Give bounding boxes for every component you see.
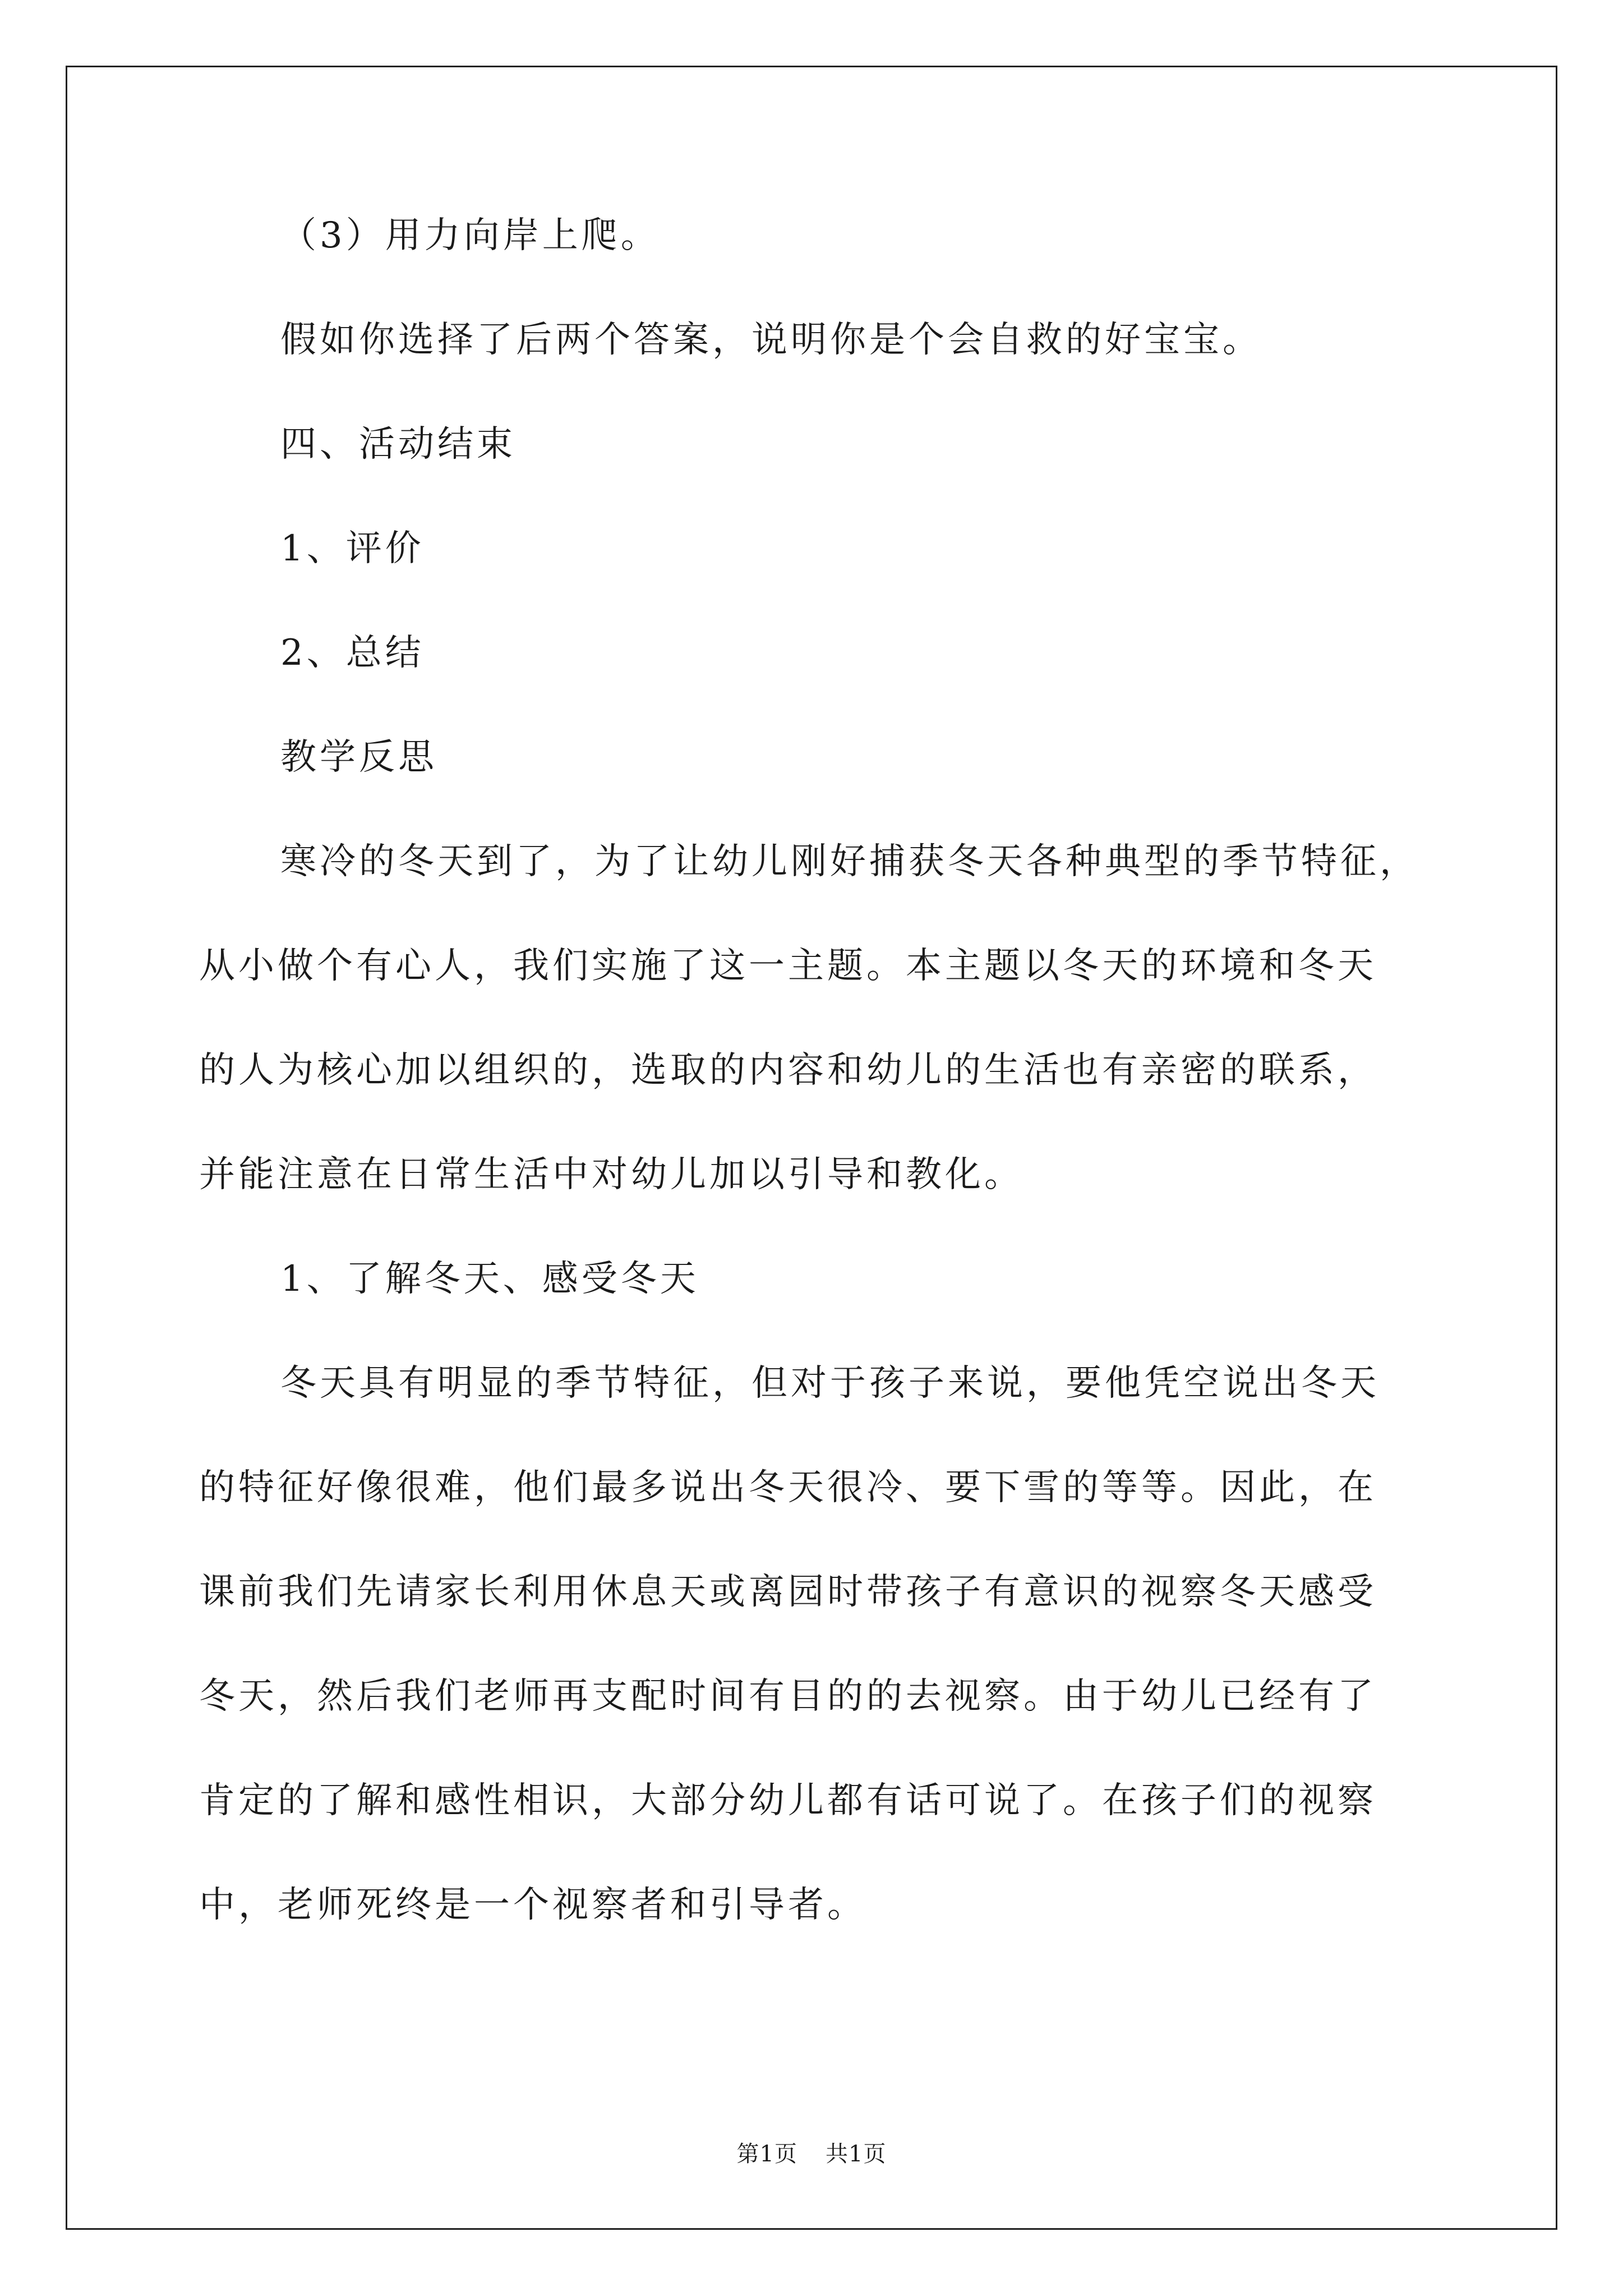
page-total: 共1页 (826, 2141, 887, 2167)
paragraph-line: 中，老师死终是一个视察者和引导者。 (199, 1884, 866, 1926)
paragraph-line: 寒冷的冬天到了，为了让幼儿刚好捕获冬天各种典型的季节特征， (280, 841, 1419, 882)
paragraph-line: 从小做个有心人，我们实施了这一主题。本主题以冬天的环境和冬天 (199, 945, 1377, 987)
section-heading: 四、活动结束 (280, 424, 516, 465)
paragraph-line: 肯定的了解和感性相识，大部分幼儿都有话可说了。在孩子们的视察 (199, 1780, 1377, 1821)
list-item: 2、总结 (280, 632, 425, 674)
subsection-heading: 1、了解冬天、感受冬天 (280, 1258, 699, 1300)
paragraph-line: （3）用力向岸上爬。 (280, 215, 660, 256)
paragraph-line: 假如你选择了后两个答案，说明你是个会自救的好宝宝。 (280, 319, 1262, 361)
paragraph-line: 的人为核心加以组织的，选取的内容和幼儿的生活也有亲密的联系， (199, 1050, 1377, 1091)
page-number: 第1页 (736, 2141, 797, 2167)
page-footer (0, 2140, 1623, 2168)
section-heading: 教学反思 (280, 737, 437, 778)
paragraph-line: 并能注意在日常生活中对幼儿加以引导和教化。 (199, 1154, 1023, 1195)
paragraph-line: 冬天，然后我们老师再支配时间有目的的去视察。由于幼儿已经有了 (199, 1676, 1377, 1717)
paragraph-line: 课前我们先请家长利用休息天或离园时带孩子有意识的视察冬天感受 (199, 1571, 1377, 1613)
paragraph-line: 冬天具有明显的季节特征，但对于孩子来说，要他凭空说出冬天 (280, 1363, 1380, 1404)
paragraph-line: 的特征好像很难，他们最多说出冬天很冷、要下雪的等等。因此，在 (199, 1467, 1377, 1508)
list-item: 1、评价 (280, 528, 425, 569)
